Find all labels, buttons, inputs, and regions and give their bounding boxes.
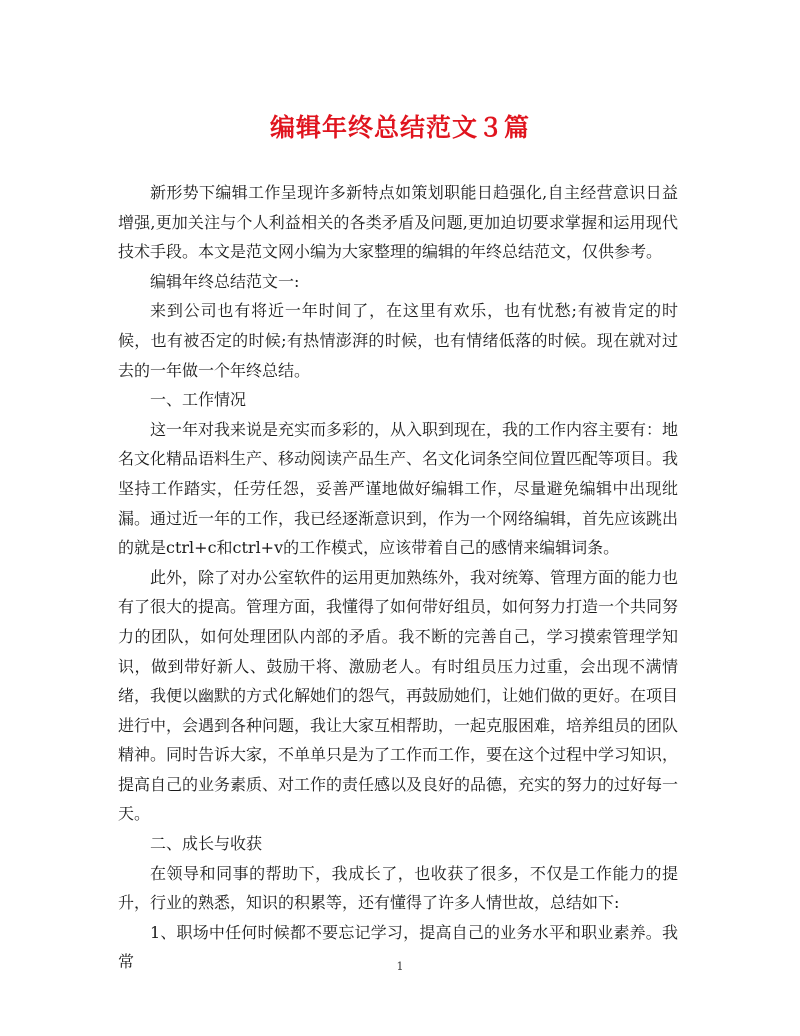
work-paragraph: 这一年对我来说是充实而多彩的，从入职到现在，我的工作内容主要有：地名文化精品语料生产、移动阅读产品生产、名文化词条空间位置匹配等项目。我坚持工作踏实，任劳任怨，妥善严谨地做好编辑工作，尽量避免编辑中出现纰漏。通过近一年的工作，我已经逐渐意识到，作为一个网络编辑，首先应该跳出的就是ctrl+c和ctrl+v的工作模式，应该带着自己的感情来编辑词条。 [118,419,679,558]
list-item-1: 1、职场中任何时候都不要忘记学习，提高自己的业务水平和职业素养。我常 [118,922,678,972]
document-body [118,178,678,977]
page-number: 1 [396,960,404,973]
section-heading-growth: 二、成长与收获 [150,834,263,854]
section-heading-sample-one: 编辑年终总结范文一: [150,271,300,291]
intro-paragraph: 新形势下编辑工作呈现许多新特点如策划职能日趋强化,自主经营意识日益增强,更加关注与个人利益相关的各类矛盾及问题,更加迫切要求掌握和运用现代技术手段。本文是范文网小编为大家整理的编辑的年终总结范文，仅供参考。 [118,183,678,262]
document-title: 编辑年终总结范文３篇 [269,113,530,142]
growth-paragraph: 在领导和同事的帮助下，我成长了，也收获了很多，不仅是工作能力的提升，行业的熟悉，知识的积累等，还有懂得了许多人情世故，总结如下: [118,863,678,913]
management-paragraph: 此外，除了对办公室软件的运用更加熟练外，我对统筹、管理方面的能力也有了很大的提高。管理方面，我懂得了如何带好组员，如何努力打造一个共同努力的团队，如何处理团队内部的矛盾。我不断的完善自己，学习摸索管理学知识，做到带好新人、鼓励干将、激励老人。有时组员压力过重，会出现不满情绪，我便以幽默的方式化解她们的怨气，再鼓励她们，让她们做的更好。在项目进行中，会遇到各种问题，我让大家互相帮助，一起克服困难，培养组员的团队精神。同时告诉大家，不单单只是为了工作而工作，要在这个过程中学习知识，提高自己的业务素质、对工作的责任感以及良好的品德，充实的努力的过好每一天。 [118,567,679,824]
opening-paragraph: 来到公司也有将近一年时间了，在这里有欢乐，也有忧愁;有被肯定的时候，也有被否定的时候;有热情澎湃的时候，也有情绪低落的时候。现在就对过去的一年做一个年终总结。 [118,301,678,380]
section-heading-work: 一、工作情况 [150,390,247,410]
